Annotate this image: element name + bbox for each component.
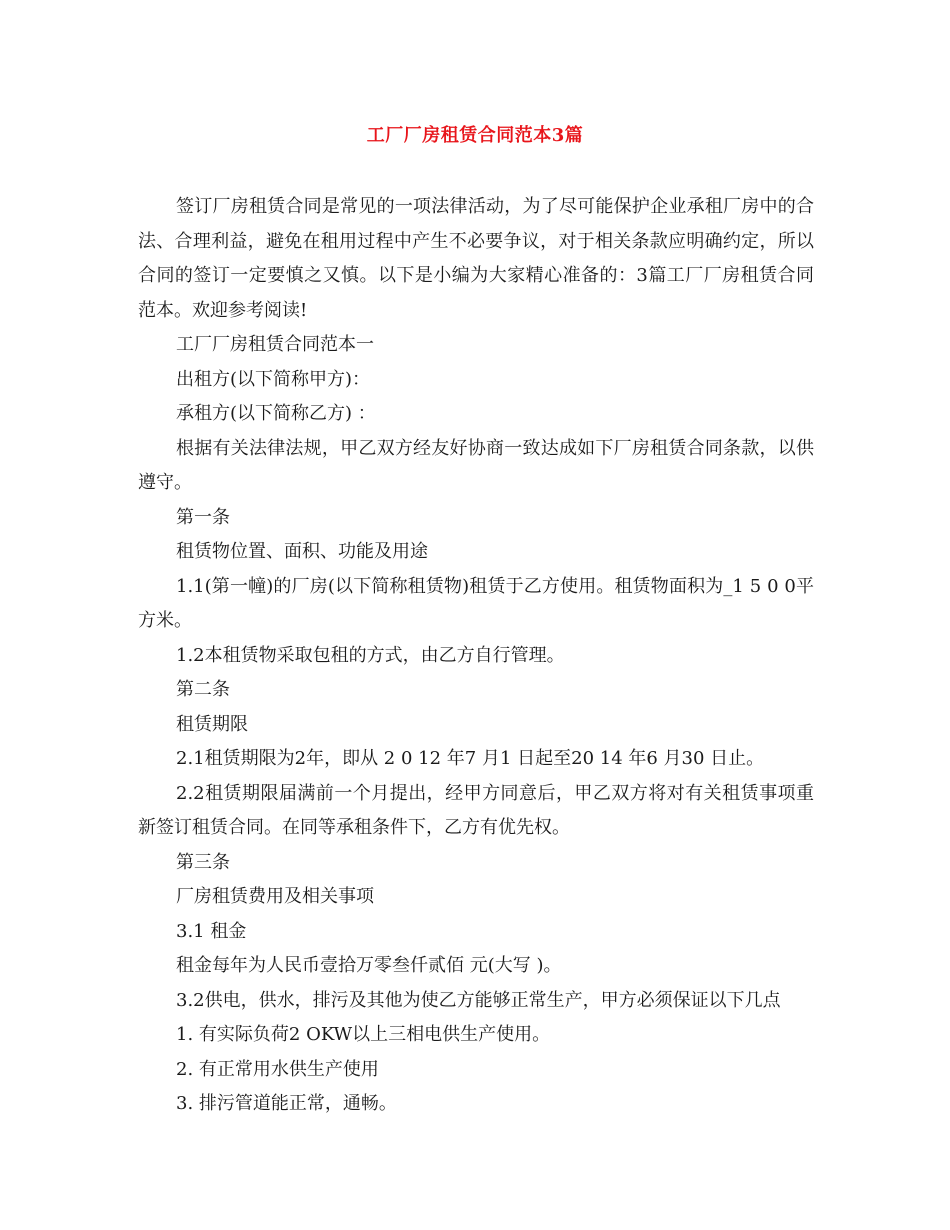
clause-2-2: 2.2租赁期限届满前一个月提出，经甲方同意后，甲乙双方将对有关租赁事项重新签订租赁合同。在同等承租条件下，乙方有优先权。 bbox=[138, 782, 814, 838]
preamble-paragraph: 根据有关法律法规，甲乙双方经友好协商一致达成如下厂房租赁合同条款，以供遵守。 bbox=[138, 437, 814, 493]
article-3-heading: 第三条 bbox=[176, 851, 230, 873]
clause-1-2: 1.2本租赁物采取包租的方式，由乙方自行管理。 bbox=[176, 644, 565, 666]
rent-line: 租金每年为人民币壹拾万零叁仟贰佰 元(大写 )。 bbox=[176, 955, 562, 976]
article-2-heading: 第二条 bbox=[176, 679, 230, 700]
document-title: 工厂厂房租赁合同范本3篇 bbox=[366, 125, 584, 146]
clause-2-1: 2.1租赁期限为2年，即从 2 0 12 年7 月1 日起至20 14 年6 月30 日止。 bbox=[176, 748, 765, 769]
clause-1-1: 1.1(第一幢)的厂房(以下简称租赁物)租赁于乙方使用。租赁物面积为_1 5 0 0平方米。 bbox=[138, 575, 814, 631]
article-3-title: 厂房租赁费用及相关事项 bbox=[176, 886, 374, 907]
contract-heading: 工厂厂房租赁合同范本一 bbox=[176, 334, 374, 355]
list-item: 1. 有实际负荷2 OKW以上三相电供生产使用。 bbox=[176, 1024, 551, 1045]
article-1-title: 租赁物位置、面积、功能及用途 bbox=[176, 541, 428, 562]
article-1-heading: 第一条 bbox=[176, 506, 230, 528]
article-2-title: 租赁期限 bbox=[176, 713, 248, 735]
document-body bbox=[138, 190, 814, 1122]
list-item: 2. 有正常用水供生产使用 bbox=[176, 1058, 379, 1080]
list-item: 3. 排污管道能正常，通畅。 bbox=[176, 1093, 397, 1114]
lessor-line: 出租方(以下简称甲方)： bbox=[176, 368, 371, 390]
intro-paragraph: 签订厂房租赁合同是常见的一项法律活动，为了尽可能保护企业承租厂房中的合法、合理利益，避免在租用过程中产生不必要争议，对于相关条款应明确约定，所以合同的签订一定要慎之又慎。以下是小编为大家精心准备的：3篇工厂厂房租赁合同范本。欢迎参考阅读! bbox=[138, 196, 814, 321]
lessee-line: 承租方(以下简称乙方) ： bbox=[176, 403, 376, 424]
clause-3-2: 3.2供电，供水，排污及其他为使乙方能够正常生产，甲方必须保证以下几点 bbox=[176, 989, 781, 1011]
clause-3-1: 3.1 租金 bbox=[176, 920, 247, 942]
